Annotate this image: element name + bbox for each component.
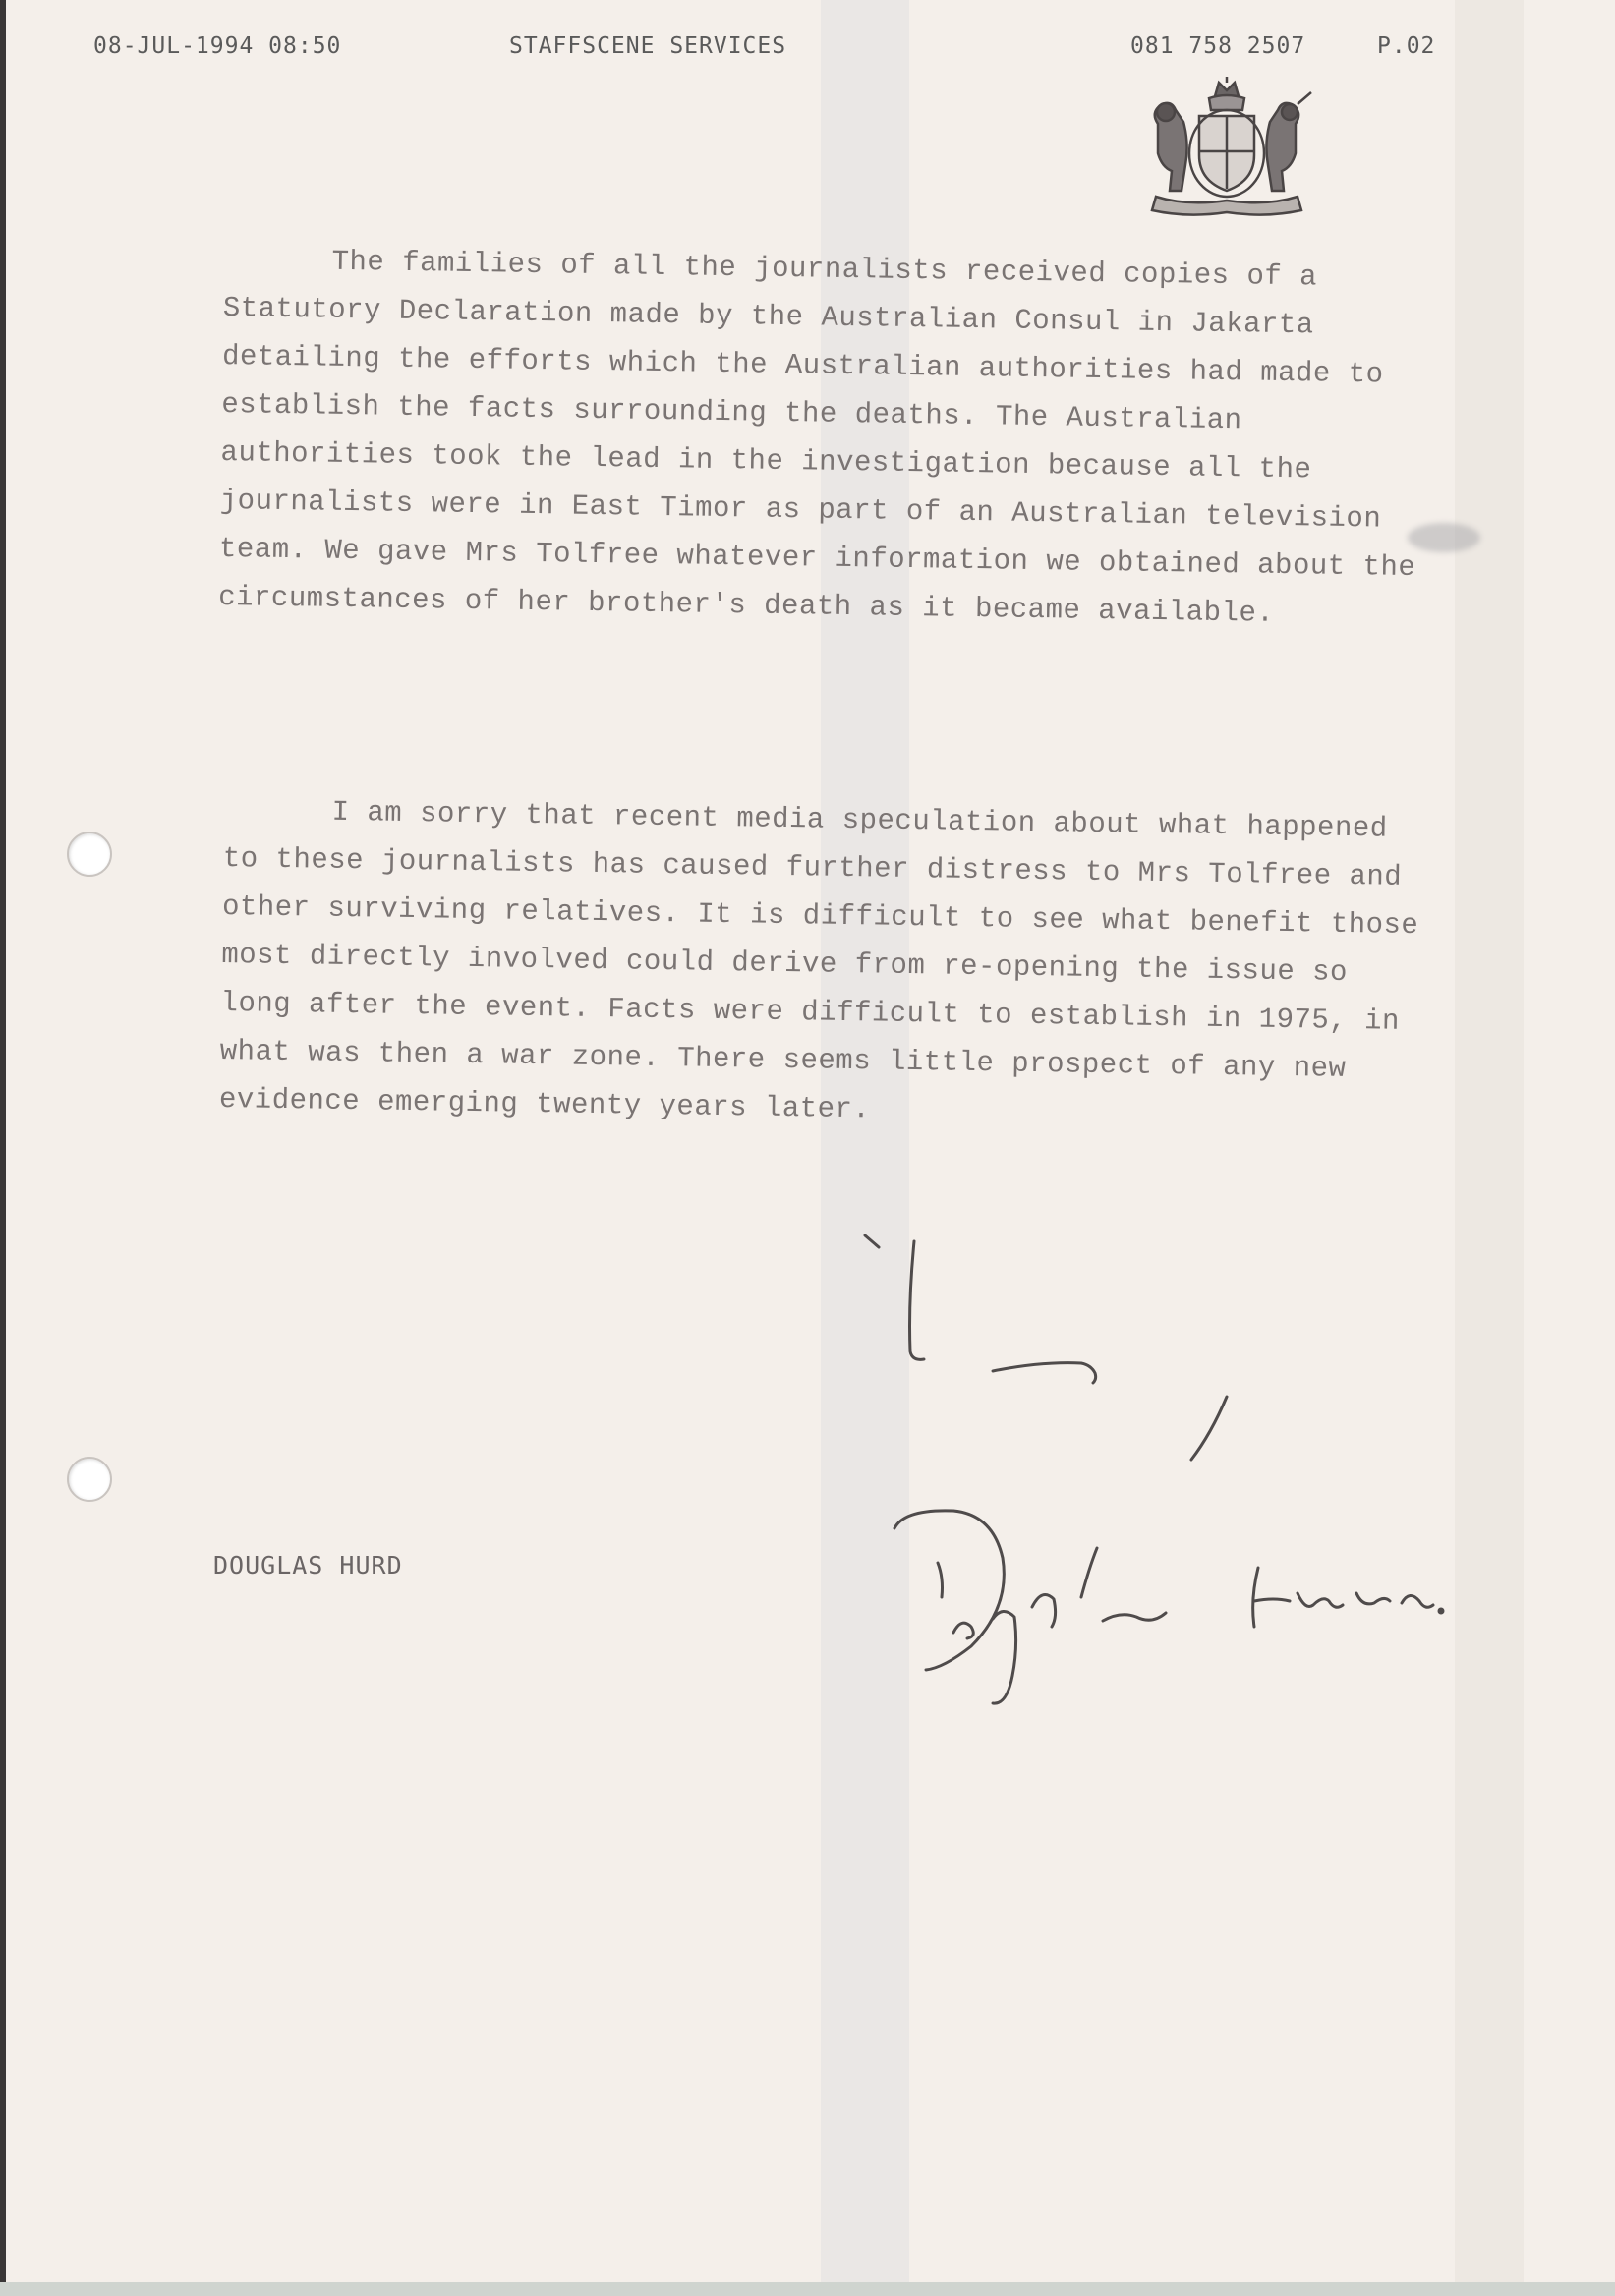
fax-phone: 081 758 2507: [1130, 33, 1306, 59]
fax-date-time: 08-JUL-1994 08:50: [93, 33, 342, 59]
page-edge: [0, 2282, 1615, 2296]
punch-hole: [67, 832, 112, 877]
letter-paragraph-2: [219, 786, 1423, 1142]
royal-coat-of-arms-icon: [1128, 75, 1325, 217]
paragraph-text: I am sorry that recent media speculation about what happened to these journalists has caused further distress to Mrs Tolfree and other surviving relatives. It is difficult to see what benefit those most directly involved could derive from re-opening the issue so long after the event. Facts were difficult to establish in 1975, in what was then a war zone. There seems little prospect of any new evidence emerging twenty years later.: [218, 795, 1419, 1126]
paragraph-text: The families of all the journalists received copies of a Statutory Declaration made by the Australian Consul in Jakarta detailing the efforts which the Australian authorities had made to establish the facts surrounding the deaths. The Australian authorities took the lead in the investigation because all the journalists were in East Timor as part of an Australian television team. We gave Mrs Tolfree whatever information we obtained about the circumstances of her brother's death as it became available.: [217, 245, 1416, 630]
fax-sender: STAFFSCENE SERVICES: [509, 33, 787, 59]
page-edge: [0, 0, 6, 2296]
fax-page-number: P.02: [1377, 33, 1436, 59]
punch-hole: [67, 1457, 112, 1502]
letter-paragraph-1: [218, 236, 1423, 640]
scan-band: [1455, 0, 1524, 2296]
handwritten-signature-icon: [845, 1214, 1553, 1725]
signatory-name: DOUGLAS HURD: [213, 1551, 403, 1579]
fax-header: [93, 33, 1450, 63]
